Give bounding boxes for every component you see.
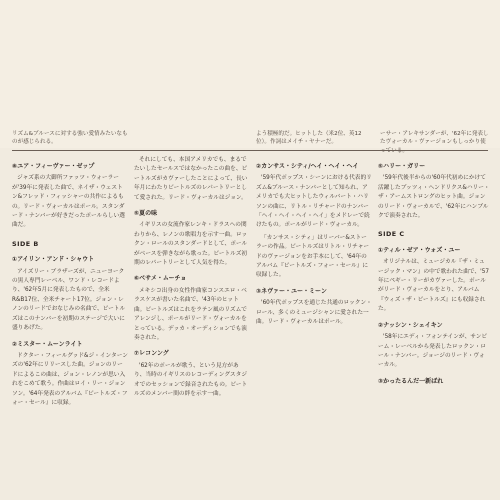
side-heading: SIDE C — [378, 230, 405, 239]
song-title: ②カンサス・シティ/ヘイ・ヘイ・ヘイ — [256, 163, 359, 170]
song-title: ③ネヴァー・ユー・ミーン — [256, 287, 327, 295]
top-fragment-1: リズム&ブルースに対する強い愛情みたいなものが感じられる。 — [12, 131, 128, 146]
song-title: ②ミスター・ムーンライト — [12, 340, 83, 348]
song-description: '58年にエディ・フォンテインが、サンビーム・レーベルから発表したロックン・ロール・ナンバー。ジョージのリード・ヴォーカル。 — [378, 334, 488, 369]
song-title: ①アイリン・アンド・シャウト — [12, 256, 95, 264]
song-description: 「カンサス・シティ」はリーバー&ストーラーの作品。ビートルズはリトル・リチャードのヴァージョンをお手本にして、'64年のアルバム『ビートルズ・フォー・セール』に収録した。 — [256, 234, 370, 279]
top-fragment-3: よう積極的だ。ヒットした（米2位、英12位）。作詞はメイチ・ヤナーだ。 — [256, 131, 362, 146]
song-description: ジャズ系の大御所ファッツ・ウォーラーが'39年に発表した曲で、ネイザ・ウェストン&フレッド・フィッシャーの共作によるもの。リード・ヴォーカルはポール。スタンダード・ナンバーが好きだったポールらしい選曲だ。 — [12, 175, 125, 229]
song-description: それにしても、本国アメリカでも、まるでたいしたセールスではなかったこの曲を、ビートルズがカヴァーしたことによって、長い年月にわたりビートルズのレパートリーとして愛された。リード・ヴォーカルはジョン。 — [134, 157, 248, 201]
song-description: '59年代ポップス・シーンにおける代表的リズム&ブルース・ナンバーとして知られ、アメリカでも大ヒットしたウィルバート・ハリソンの曲に、リトル・リチャードのナンバー「ヘイ・ヘイ・ヘイ・ヘイ」をメドレーで続けたもの。ポールがリード・ヴォーカル。 — [256, 175, 372, 229]
text-column-2 — [134, 156, 250, 494]
song-description: イギリスの女流作家レンキ・ドラスへの関わりから、レノンの歌唱力を示す一曲。ロックン・ロールのスタンダードとして、ポールがベースを弾きながら歌った。ビートルズ初期のレパートリーとして人気を得た。 — [134, 222, 248, 267]
song-title: ③かったるんだ一新ばれ — [378, 377, 444, 385]
song-title: ②ナッシン・シェイキン — [378, 321, 443, 329]
text-column-3 — [256, 156, 372, 494]
text-column-4 — [378, 156, 490, 494]
song-description: '59年代後半からの'60年代初めにかけて活躍したブッツィ・ヘンドリクス&ハリー・ザ・アームストロングのヒット曲。ジョンのリード・ヴォーカルで、'62年にハンブルクで演奏された。 — [378, 175, 490, 220]
song-title: ⑤夏の味 — [134, 210, 158, 218]
song-title: ⑥ベサメ・ムーチョ — [134, 275, 187, 283]
text-column-1 — [12, 156, 128, 494]
song-title: ⑦レコンング — [134, 350, 169, 358]
song-description: '62年のポールが歌う、という見方があり、当時のイギリスのレコーディングスタジオでのセッションで録音されたもの。ビートルズのメンバー間の絆を示す一曲。 — [134, 362, 248, 397]
top-text-band — [0, 0, 500, 154]
song-title: ①ティル・ゼア・ウォズ・ユー — [378, 246, 461, 254]
song-description: アイズリー・ブラザーズが、ニューヨークの黒人専門レーベル、ワンド・レコードより、'62年5月に発表したもので、全米R&B17位、全米チャート17位。ジョン・レノンのリードでおなじみの名曲で、ビートルズはこのナンバーを初期のステージで大いに盛りあげた。 — [12, 268, 126, 332]
side-heading: SIDE B — [12, 239, 39, 248]
song-description: ドクター・フィールグッド&ジ・インターンズの'62年にリリースした曲。ジョンのリードによるこの曲は、ジョン・レノンが思い入れをこめて歌う。作曲はロイ・リー・ジョンソン。'64年発表のアルバム『ビートルズ・フォー・セール』に収録。 — [12, 352, 128, 406]
song-title: ⑤ハリー・ガリー — [378, 163, 426, 170]
song-description: '60年代ポップスを通じた共通のロックン・ロール、多くのミュージシャンに愛された一曲。リード・ヴォーカルはポール。 — [256, 300, 372, 326]
song-title: ⑧ユア・フィーヴァー・ゼップ — [12, 163, 95, 170]
song-description: メキシコ出身の女性作曲家コンスエロ・ベラスケスが書いた名曲で、'43年のヒット曲。ビートルズはこれをラテン風のリズムでアレンジし、ポールがリード・ヴォーカルをとっている。デッカ・オーディションでも演奏された。 — [134, 287, 247, 341]
song-description: オリジナルは、ミュージカル『ザ・ミュージック・マン』の中で歌われた曲で、'57年にペギー・リーがカヴァーした。ポールがリード・ヴォーカルをとり、アルバム『ウィズ・ザ・ビートルズ』にも収録された。 — [378, 259, 489, 313]
section-divider — [12, 150, 488, 151]
top-fragment-4: ーサー・アレキサンダーが、'62年に発表したヴォーカル・ヴァージョンもしっかり使っている。 — [380, 131, 489, 154]
